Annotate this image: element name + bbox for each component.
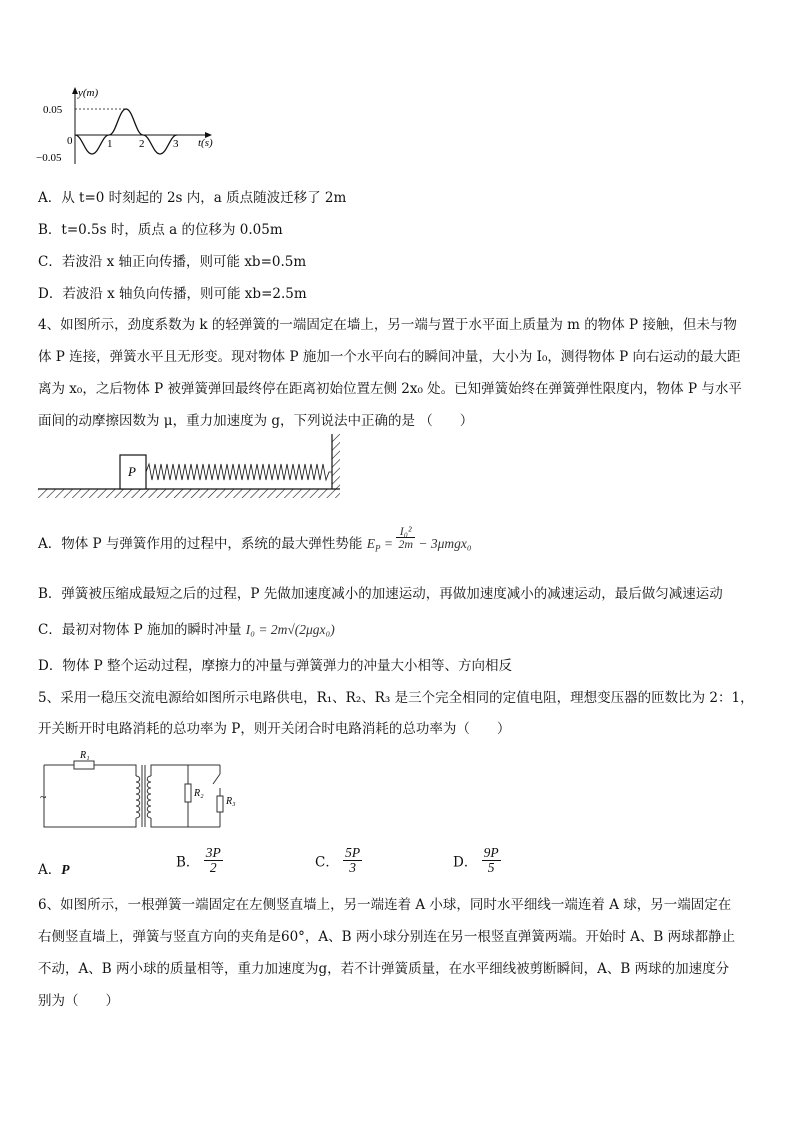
q6-number: 6、 <box>38 897 61 913</box>
primary-coil <box>136 776 140 818</box>
tick-3-label: 3 <box>173 138 179 150</box>
q5-number: 5、 <box>38 690 61 706</box>
q3-option-a: A．从 t=0 时刻起的 2s 内，a 质点随波迁移了 2m <box>38 190 347 206</box>
resistor-r1 <box>74 761 94 769</box>
q5-stem-line2: 开关断开时电路消耗的总功率为 P，则开关闭合时电路消耗的总功率为（ ） <box>38 721 511 737</box>
q4-stem-line4: 面间的动摩擦因数为 μ，重力加速度为 g，下列说法中正确的是 （ ） <box>38 413 474 429</box>
wall-hatch <box>332 434 340 490</box>
r1-label: R₁ <box>80 750 90 761</box>
x-axis-label: t(s) <box>198 137 213 149</box>
wave-curve <box>75 109 177 154</box>
y-min-label: −0.05 <box>36 152 62 164</box>
q4-number: 4、 <box>38 317 61 333</box>
q5-option-c: C． $\frac{5P}{3}$ <box>315 845 361 876</box>
q4-option-b: B．弹簧被压缩成最短之后的过程，P 先做加速度减小的加速运动，再做加速度减小的减速运动，最后做匀减速运动 <box>38 586 723 602</box>
tick-2-label: 2 <box>139 138 145 150</box>
q5-option-d: D． $\frac{9P}{5}$ <box>453 845 499 876</box>
q4-stem-line2: 体 P 连接，弹簧水平且无形变。现对物体 P 施加一个水平向右的瞬间冲量，大小为 I₀，测得物体 P 向右运动的最大距 <box>38 349 741 365</box>
spring <box>146 464 332 480</box>
y-axis-label: y(m) <box>78 87 99 99</box>
y-max-label: 0.05 <box>43 104 63 116</box>
q4-stem-line3: 离为 x₀，之后物体 P 被弹簧弹回最终停在距离初始位置左侧 2x₀ 处。已知弹簧始终在弹簧弹性限度内，物体 P 与水平 <box>38 381 742 397</box>
switch <box>213 774 220 784</box>
q6-stem-line4: 别为（ ） <box>38 993 119 1009</box>
wave-graph <box>30 84 220 170</box>
ground-hatch <box>38 489 340 498</box>
q6-stem-line1: 6、如图所示，一根弹簧一端固定在左侧竖直墙上，另一端连着 A 小球，同时水平细线一端连着 A 球，另一端固定在 <box>38 897 732 913</box>
q3-option-b: B．t=0.5s 时，质点 a 的位移为 0.05m <box>38 222 283 238</box>
q3-option-d: D．若波沿 x 轴负向传播，则可能 xb=2.5m <box>38 286 307 302</box>
q4-option-a: A．物体 P 与弹簧作用的过程中，系统的最大弹性势能 $E_P$ = $\frac{\text{I₀²}}{2m}$ − 3μmgx₀ <box>38 523 472 554</box>
option-c-formula: I₀ = 2m√(2μgx₀) <box>245 622 335 637</box>
q5-option-a: A．P <box>38 862 70 878</box>
q3-option-c: C．若波沿 x 轴正向传播，则可能 xb=0.5m <box>38 254 307 270</box>
resistor-r3 <box>217 796 223 812</box>
option-a-formula: $E_P$ = $\frac{\text{I₀²}}{2m}$ − 3μmgx₀ <box>366 523 472 554</box>
q5-option-b: B． $\frac{3P}{2}$ <box>176 845 221 876</box>
secondary-coil <box>147 776 151 818</box>
transformer-circuit <box>36 748 246 834</box>
source-symbol: ~ <box>40 790 47 804</box>
r3-label: R₃ <box>226 796 236 807</box>
q4-stem-line1: 4、如图所示，劲度系数为 k 的轻弹簧的一端固定在墙上，另一端与置于水平面上质量为 m 的物体 P 接触，但未与物 <box>38 317 737 333</box>
q6-stem-line3: 不动，A、B 两小球的质量相等，重力加速度为g，若不计弹簧质量，在水平细线被剪断瞬间，A、B 两球的加速度分 <box>38 961 730 977</box>
q4-option-c: C．最初对物体 P 施加的瞬时冲量 I₀ = 2m√(2μgx₀) <box>38 622 335 638</box>
r2-label: R₂ <box>194 788 204 799</box>
spring-block-figure <box>36 432 346 504</box>
tick-1-label: 1 <box>107 138 113 150</box>
q5-stem-line1: 5、采用一稳压交流电源给如图所示电路供电，R₁、R₂、R₃ 是三个完全相同的定值电阻，理想变压器的匝数比为 2：1， <box>38 690 754 706</box>
origin-label: 0 <box>67 135 73 147</box>
block-p-label: P <box>128 464 136 479</box>
q4-option-d: D．物体 P 整个运动过程，摩擦力的冲量与弹簧弹力的冲量大小相等、方向相反 <box>38 658 512 674</box>
q6-stem-line2: 右侧竖直墙上，弹簧与竖直方向的夹角是60°，A、B 两小球分别连在另一根竖直弹簧两端。开始时 A、B 两球都静止 <box>38 929 736 945</box>
resistor-r2 <box>185 784 191 802</box>
